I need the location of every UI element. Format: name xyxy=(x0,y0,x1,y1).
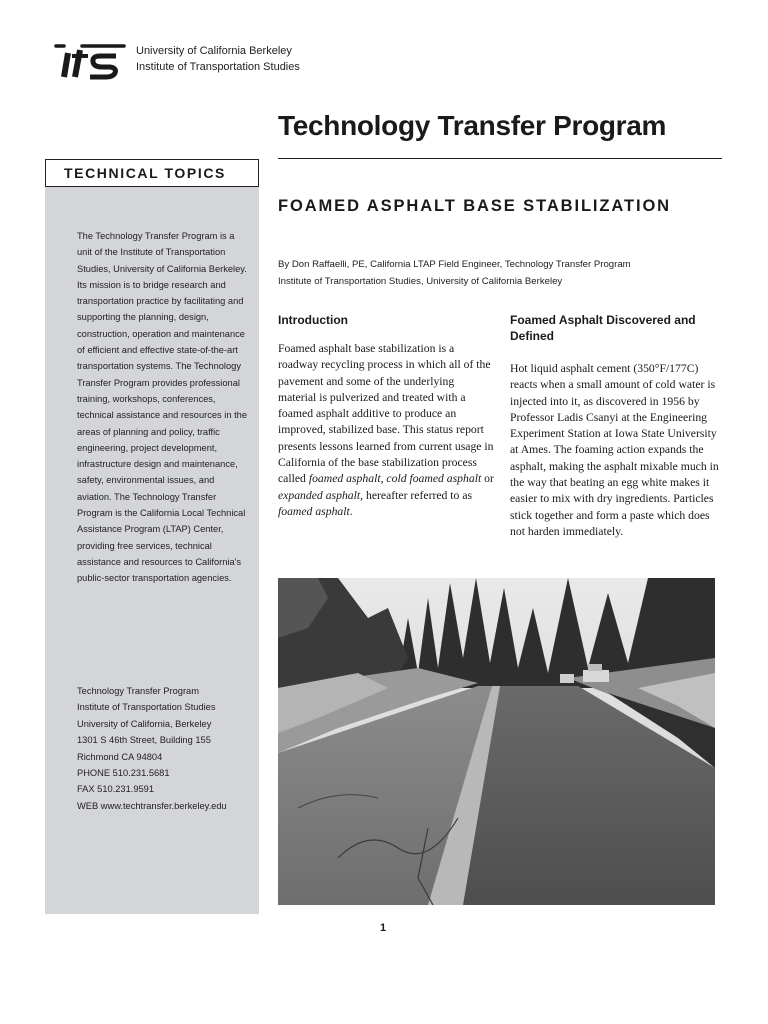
road-photo xyxy=(278,578,715,905)
discovered-text: Hot liquid asphalt cement (350°F/177C) reacts when a small amount of cold water is injected into it, as discovered in 1956 by Professor Ladis Csanyi at the Engineering Experiment Station at Iowa State University at Ames. The foaming action expands the asphalt, making the asphalt mixable much in the way that beating an egg white makes it easier to mix with dry ingredients. Particles stick together and form a paste which does not harden immediately. xyxy=(510,362,719,538)
its-logo-mark xyxy=(54,40,126,80)
introduction-text xyxy=(278,341,494,520)
introduction-heading: Introduction xyxy=(278,313,348,327)
intro-text-part: hereafter referred to as xyxy=(363,488,473,502)
article-title: FOAMED ASPHALT BASE STABILIZATION xyxy=(278,197,671,215)
contact-fax: FAX 510.231.9591 xyxy=(77,784,155,795)
contact-block xyxy=(77,683,253,814)
byline xyxy=(278,257,728,290)
its-logo xyxy=(54,40,126,80)
intro-text-part: . xyxy=(349,504,353,518)
org-line-institute: Institute of Transportation Studies xyxy=(136,61,300,73)
intro-text-part: Foamed asphalt base stabilization is a roadway recycling process in which all of the pavement and some of the underlying material is pulverized and treated with a foamed asphalt additive to produce an improved, stabilized base. This status report presents lessons learned from current usage in California of the base stabilization process called xyxy=(278,342,494,486)
technical-topics-label: TECHNICAL TOPICS xyxy=(64,165,226,181)
sidebar xyxy=(45,187,259,914)
technical-topics-box xyxy=(45,159,259,187)
organization-name xyxy=(136,43,300,75)
page-number: 1 xyxy=(380,922,387,934)
contact-phone: PHONE 510.231.5681 xyxy=(77,768,170,779)
title-divider xyxy=(278,158,722,159)
byline-affiliation: Institute of Transportation Studies, University of California Berkeley xyxy=(278,275,563,287)
road-photo-image xyxy=(278,578,715,905)
intro-term: foamed asphalt, cold foamed asphalt xyxy=(308,472,482,486)
contact-city: Richmond CA 94804 xyxy=(77,751,163,762)
org-line-university: University of California Berkeley xyxy=(136,45,292,57)
contact-institute: Institute of Transportation Studies xyxy=(77,702,216,713)
byline-author: By Don Raffaelli, PE, California LTAP Field Engineer, Technology Transfer Program xyxy=(278,259,631,270)
contact-university: University of California, Berkeley xyxy=(77,718,212,729)
program-description: The Technology Transfer Program is a unit of the Institute of Transportation Studies, University of California Berkeley. Its mission is to bridge research and transportation practice by facilitating and supporting the planning, design, construction, operation and maintenance of efficient and effective state-of-the-art transportation systems. The Technology Transfer Program provides professional training, workshops, conferences, technical assistance and resources in the areas of planning and policy, traffic engineering, project development, infrastructure design and maintenance, safety, environmental issues, and aviation. The Technology Transfer Program is the California Local Technical Assistance Program (LTAP) Center, providing free services, technical assistance and resources to California's public-sector transportation agencies. xyxy=(77,231,248,584)
intro-term: foamed asphalt xyxy=(278,504,350,518)
contact-name: Technology Transfer Program xyxy=(77,686,199,696)
contact-street: 1301 S 46th Street, Building 155 xyxy=(77,735,211,746)
program-title: Technology Transfer Program xyxy=(278,110,667,141)
intro-text-part: or xyxy=(481,472,494,486)
discovered-heading: Foamed Asphalt Discovered and Defined xyxy=(510,313,696,343)
intro-term: expanded asphalt, xyxy=(278,488,364,502)
contact-web[interactable]: WEB www.techtransfer.berkeley.edu xyxy=(77,800,227,811)
